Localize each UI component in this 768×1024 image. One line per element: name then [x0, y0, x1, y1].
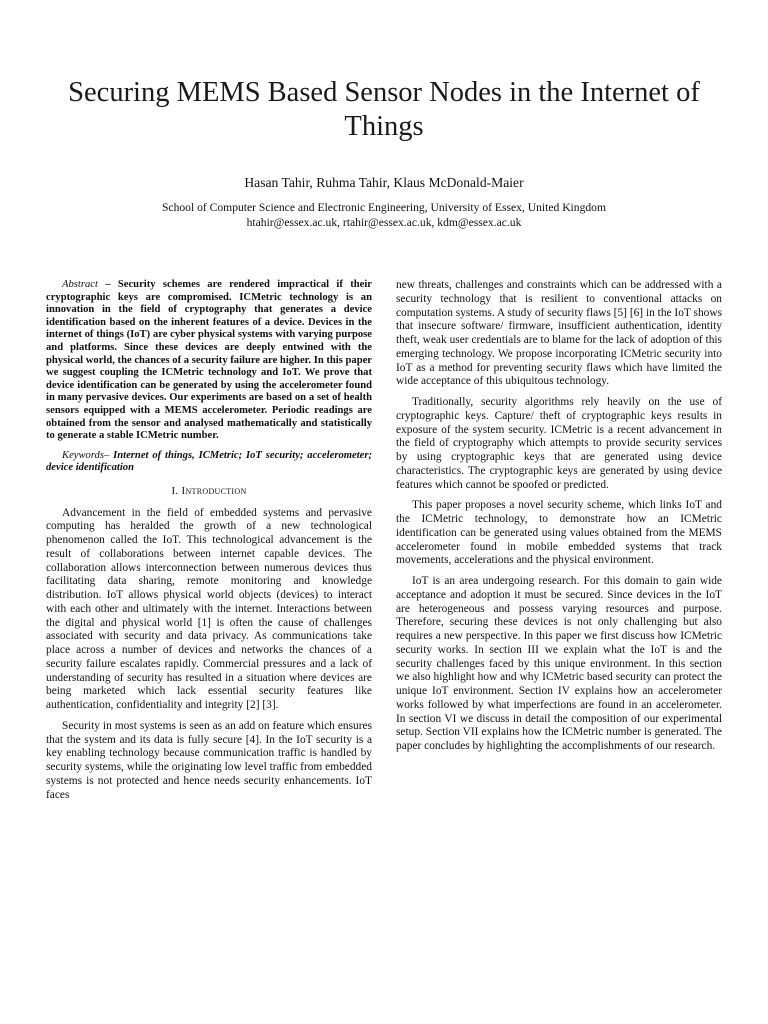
right-column [396, 279, 722, 761]
author-list: Hasan Tahir, Ruhma Tahir, Klaus McDonald-Maier [244, 175, 524, 190]
body-paragraph: IoT is an area undergoing research. For this domain to gain wide acceptance and adoption it must be secured. Since devices in the IoT are heterogeneous and possess varying resources and purpose. Therefore, securing these devices is not only challenging but also requires a new perspective. In this paper we first discuss how ICMetric security works. In section III we explain what the IoT is and the security challenges faced by this unique environment. In this section we also highlight how and why ICMetric based security can protect the unique IoT environment. Section IV explains how an accelerometer works followed by what imperfections are found in an accelerometer. In section VI we discuss in detail the composition of our experimental setup. Section VII explains how the ICMetric number is generated. The paper concludes by highlighting the accomplishments of our research. [396, 575, 722, 752]
body-paragraph: This paper proposes a novel security scheme, which links IoT and the ICMetric technology, to demonstrate how an ICMetric identification can be generated using values obtained from the MEMS accelerometer found in mobile embedded systems that track movements, accelerations and the physical environment. [396, 499, 722, 567]
section-heading-introduction: I. Introduction [171, 484, 247, 497]
body-paragraph: Advancement in the field of embedded systems and pervasive computing has heralded the growth of a new technological phenomenon called the IoT. This technological advancement is the result of collaborations between internet capable devices. The collaboration allows interconnection between numerous devices thus facilitating data sharing, remote monitoring and knowledge distribution. IoT allows physical world objects (devices) to interact with each other and ultimately with the internet. Interactions between the digital and physical world [1] is often the cause of challenges associated with security and data privacy. As communications take place across a number of devices and networks the chances of a security failure escalates rapidly. Commercial pressures and a lack of understanding of security has resulted in a situation where devices are being marketed which lack essential security features like authentication, confidentiality and integrity [2] [3]. [46, 506, 372, 712]
paper-title: Securing MEMS Based Sensor Nodes in the Internet of Things [68, 77, 700, 142]
abstract [46, 279, 372, 443]
keywords [46, 450, 372, 475]
affiliation: School of Computer Science and Electronic Engineering, University of Essex, United Kingdom [161, 201, 606, 214]
body-paragraph: Traditionally, security algorithms rely heavily on the use of cryptographic keys. Capture/ theft of cryptographic keys results in exposure of the system security. ICMetric is a recent advancement in the field of cryptography which attempts to provide security services by using cryptographic keys that are generated using device characteristics. The cryptographic keys are generated by using device features which cannot be spoofed or predicted. [396, 396, 722, 491]
abstract-lead: Abstract [62, 279, 98, 290]
affiliation-block [0, 200, 768, 230]
body-paragraph: Security in most systems is seen as an add on feature which ensures that the system and its data is fully secure [4]. In the IoT security is a key enabling technology because communication traffic is handled by security systems, while the originating low level traffic from embedded systems is not protected and hence needs security enhancements. IoT faces [46, 719, 372, 801]
keywords-lead: Keywords– [62, 449, 110, 461]
body-paragraph: new threats, challenges and constraints which can be addressed with a security technology that is resilient to conventional attacks on computation systems. A study of security flaws [5] [6] in the IoT shows that insecure software/ firmware, insufficient authentication, identity theft, weak user credentials are to blame for the lack of adoption of this emerging technology. We propose incorporating ICMetric security into IoT as a method for preventing security flaws which have limited the wide acceptance of this ubiquitous technology. [396, 279, 722, 388]
author-emails: htahir@essex.ac.uk, rtahir@essex.ac.uk, kdm@essex.ac.uk [246, 216, 522, 229]
keywords-text: Internet of things, ICMetric; IoT security; accelerometer; device identification [46, 449, 372, 474]
abstract-text: – Security schemes are rendered impractical if their cryptographic keys are compromised. ICMetric technology is an innovation in the field of cryptography that generates a device identification based on the inherent features of a device. Devices in the internet of things (IoT) are cyber physical systems with varying purpose and platforms. Since these devices are deeply entwined with the physical world, the chances of a security failure are higher. In this paper we suggest coupling the ICMetric technology and IoT. We prove that device identification can be generated by using the accelerometer found in many pervasive devices. Our experiments are based on a set of health sensors equipped with a MEMS accelerometer. Periodic readings are obtained from the sensor and analysed mathematically and statistically to generate a stable ICMetric number. [46, 279, 372, 442]
left-column [46, 279, 372, 809]
